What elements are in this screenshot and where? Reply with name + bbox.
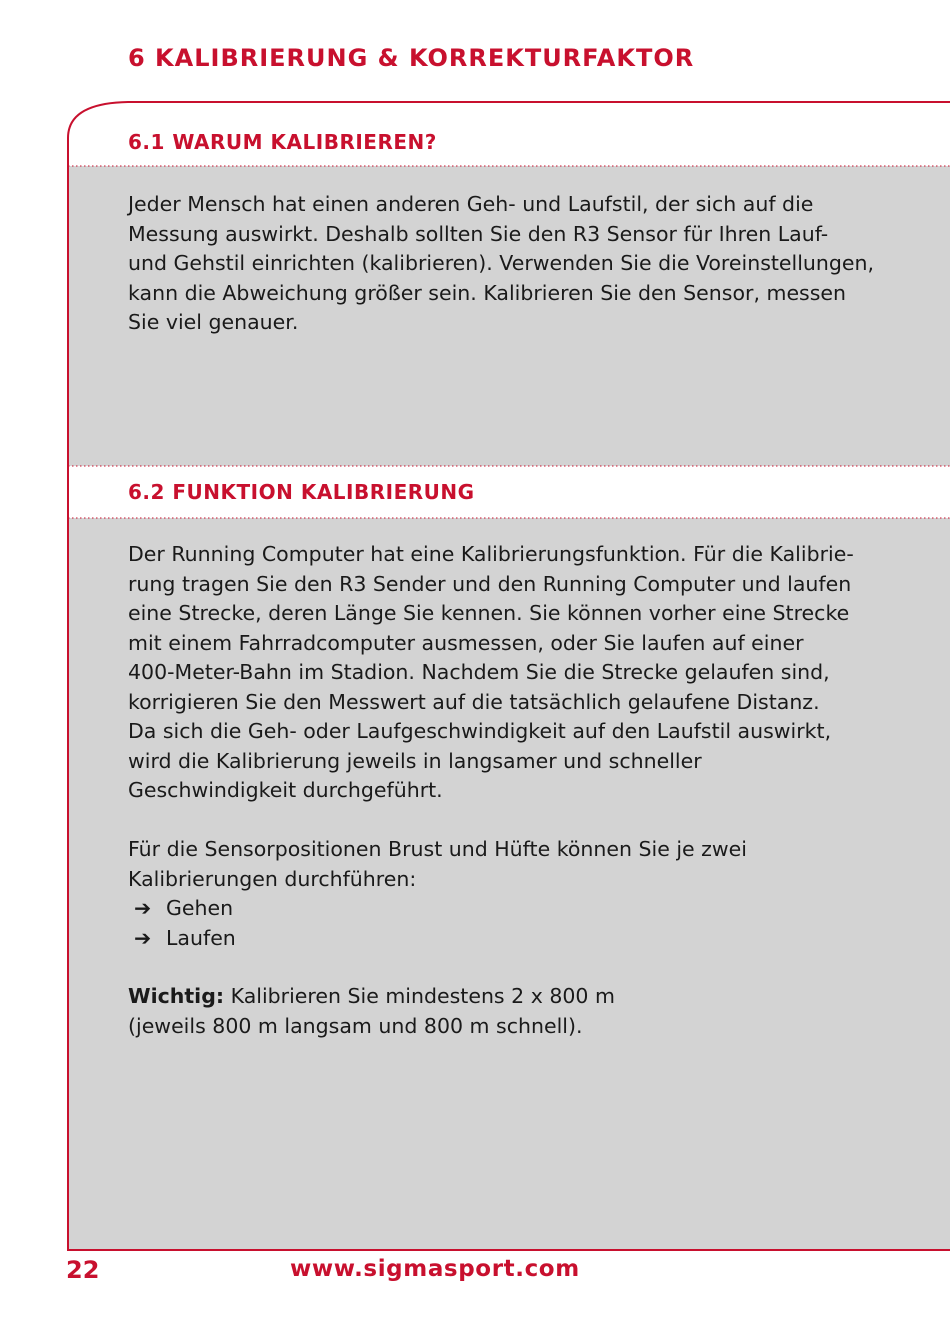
section2-title: 6.2 FUNKTION KALIBRIERUNG [128, 480, 475, 504]
text-line: eine Strecke, deren Länge Sie kennen. Sie können vorher eine Strecke [128, 601, 850, 625]
text-line: Sie viel genauer. [128, 310, 299, 334]
website-link[interactable]: www.sigmasport.com [290, 1256, 580, 1282]
arrow-right-icon: ➔ [134, 925, 152, 950]
list-item [128, 924, 868, 954]
list-item [128, 894, 868, 924]
text-line: und Gehstil einrichten (kalibrieren). Verwenden Sie die Voreinstellungen, [128, 251, 875, 275]
list-item-label: Gehen [166, 896, 234, 920]
text-line: korrigieren Sie den Messwert auf die tatsächlich gelaufene Distanz. [128, 689, 820, 714]
text-line: Jeder Mensch hat einen anderen Geh- und Laufstil, der sich auf die [128, 192, 814, 216]
important-line-2: (jeweils 800 m langsam und 800 m schnell). [128, 1013, 583, 1038]
section1-title: 6.1 WARUM KALIBRIEREN? [128, 130, 437, 154]
list-item-label: Laufen [166, 925, 236, 950]
important-line [128, 982, 868, 1012]
text-line: Kalibrierungen durchführen: [128, 866, 417, 891]
important-label: Wichtig: [128, 984, 225, 1008]
page-number: 22 [66, 1256, 100, 1284]
text-line: kann die Abweichung größer sein. Kalibrieren Sie den Sensor, messen [128, 280, 847, 305]
important-note [128, 982, 868, 1041]
text-line: Da sich die Geh- oder Laufgeschwindigkeit auf den Laufstil auswirkt, [128, 719, 832, 743]
text-line: Messung auswirkt. Deshalb sollten Sie den R3 Sensor für Ihren Lauf- [128, 221, 829, 246]
text-line: Der Running Computer hat eine Kalibrierungsfunktion. Für die Kalibrie- [128, 542, 854, 566]
text-line: Für die Sensorpositionen Brust und Hüfte können Sie je zwei [128, 837, 747, 861]
text-line: wird die Kalibrierung jeweils in langsamer und schneller [128, 748, 702, 773]
text-line: 400-Meter-Bahn im Stadion. Nachdem Sie die Strecke gelaufen sind, [128, 660, 830, 684]
section2-paragraph-2 [128, 835, 868, 953]
section1-paragraph [128, 190, 875, 338]
chapter-title: 6 KALIBRIERUNG & KORREKTURFAKTOR [128, 44, 695, 72]
text-line: rung tragen Sie den R3 Sender und den Running Computer und laufen [128, 571, 852, 596]
text-line: mit einem Fahrradcomputer ausmessen, oder Sie laufen auf einer [128, 630, 804, 655]
important-text: Kalibrieren Sie mindestens 2 x 800 m [224, 984, 615, 1008]
text-line: Geschwindigkeit durchgeführt. [128, 778, 443, 802]
section2-paragraph-1 [128, 540, 868, 806]
arrow-right-icon: ➔ [134, 896, 152, 920]
